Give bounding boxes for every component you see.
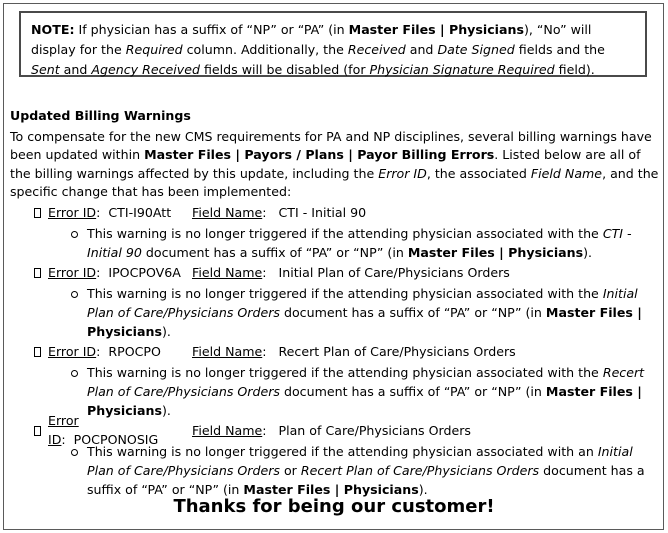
warning-header [34,341,662,363]
intro-term: Field Name [530,165,603,181]
error-id: Error ID: POCPONOSIG [48,413,159,447]
intro-term: Error ID [378,165,427,181]
desc-part: document has a suffix of “PA” or “NP” (in [279,383,546,399]
warning-description [71,442,658,499]
note-box [19,11,647,77]
field-name-value: Initial Plan of Care/Physicians Orders [278,264,510,280]
field-name-value: Recert Plan of Care/Physicians Orders [278,343,516,359]
desc-part: This warning is no longer triggered if the attending physician associated with the [87,285,603,301]
desc-doc: Initial Plan of Care/Physicians Orders [87,443,633,478]
intro-text: . Listed below are all of the billing warnings affected by this update, including the [10,147,641,181]
warning-header [34,413,662,447]
note-field: Sent [31,62,60,77]
checkbox-bullet-icon [34,268,41,278]
field-name-label: Field Name [192,264,263,280]
error-id-value: CTI-I90Att [108,204,172,220]
desc-doc: Initial Plan of Care/Physicians Orders [87,285,638,320]
error-id-label: Error ID [48,343,97,359]
warning-item [34,413,662,499]
desc-doc: Recert Plan of Care/Physicians Orders [87,364,645,399]
checkbox-bullet-icon [34,347,41,357]
field-name-label: Field Name [192,204,263,220]
warning-item [34,262,662,341]
note-text: and [405,42,438,57]
desc-part: ). [583,244,593,260]
note-field: Date Signed [437,42,515,57]
note-text: fields and the [514,42,605,57]
note-field: Received [347,42,406,57]
checkbox-bullet-icon [34,426,41,436]
desc-part: ). [161,323,171,339]
note-text: ), “No” will display for the [31,22,592,57]
note-path: Master Files | Physicians [348,22,524,37]
desc-part: document has a suffix of “PA” or “NP” (in [279,304,546,320]
error-id-value: RPOCPO [108,343,161,359]
error-id-label: Error ID [48,264,97,280]
warning-header [34,262,662,284]
error-id: Error ID: RPOCPO [48,343,161,359]
field-name-label: Field Name [192,343,263,359]
error-id: Error ID: IPOCPOV6A [48,264,181,280]
field-name: Field Name: Initial Plan of Care/Physicians Orders [192,264,510,280]
desc-path: Master Files | Physicians [243,481,419,497]
warning-item [34,341,662,420]
description-text [87,442,658,499]
desc-doc: Recert Plan of Care/Physicians Orders [300,462,540,478]
desc-part: document has a suffix of “PA” or “NP” (in [141,244,408,260]
field-name-label: Field Name [192,422,263,438]
warning-description [71,224,658,262]
billing-warnings-section [10,107,662,499]
desc-part: This warning is no longer triggered if the attending physician associated with an [87,443,598,459]
section-intro [10,128,662,202]
error-id-value: POCPONOSIG [73,431,159,447]
description-text [87,224,658,262]
desc-doc: CTI - Initial 90 [87,225,632,260]
circle-bullet-icon [71,231,78,238]
warning-header [34,202,662,224]
desc-path: Master Files | Physicians [407,244,584,260]
intro-text: , and the specific change that has been implemented: [10,165,659,200]
field-name-value: CTI - Initial 90 [278,204,367,220]
circle-bullet-icon [71,291,78,298]
desc-path: Master Files | Physicians [87,383,642,418]
desc-part: document has a suffix of “PA” or “NP” (in [87,462,645,497]
error-id-value: IPOCPOV6A [108,264,181,280]
desc-part: This warning is no longer triggered if the attending physician associated with the [87,364,603,380]
note-text: fields will be disabled (for [199,62,370,77]
field-name: Field Name: Plan of Care/Physicians Orders [192,422,471,438]
field-name-value: Plan of Care/Physicians Orders [278,422,471,438]
desc-part: This warning is no longer triggered if the attending physician associated with the [87,225,603,241]
circle-bullet-icon [71,449,78,456]
note-text: column. Additionally, the [182,42,348,57]
desc-part: or [279,462,301,478]
desc-path: Master Files | Physicians [87,304,642,339]
warning-description [71,284,658,341]
desc-part: ). [418,481,428,497]
intro-path: Master Files | Payors / Plans | Payor Billing Errors [144,147,495,163]
note-label: NOTE: [31,22,75,37]
error-id-label: Error ID [48,413,79,447]
footer-thanks: Thanks for being our customer! [173,496,495,517]
checkbox-bullet-icon [34,208,41,218]
note-text: If physician has a suffix of “NP” or “PA” (in [74,22,349,37]
note-field: Agency Received [91,62,200,77]
warning-item [34,202,662,262]
note-field: Required [125,42,183,57]
field-name: Field Name: CTI - Initial 90 [192,204,367,220]
error-id-label: Error ID [48,204,97,220]
intro-text: , the associated [426,165,531,181]
circle-bullet-icon [71,370,78,377]
note-text: field). [554,62,595,77]
intro-text: To compensate for the new CMS requirements for PA and NP disciplines, several billing warnings have been updated within [10,128,652,163]
desc-part: ). [161,402,171,418]
note-field: Physician Signature Required [369,62,555,77]
error-id: Error ID: CTI-I90Att [48,204,172,220]
section-title: Updated Billing Warnings [10,108,191,123]
field-name: Field Name: Recert Plan of Care/Physicians Orders [192,343,516,359]
description-text [87,284,658,341]
note-text: and [59,62,92,77]
